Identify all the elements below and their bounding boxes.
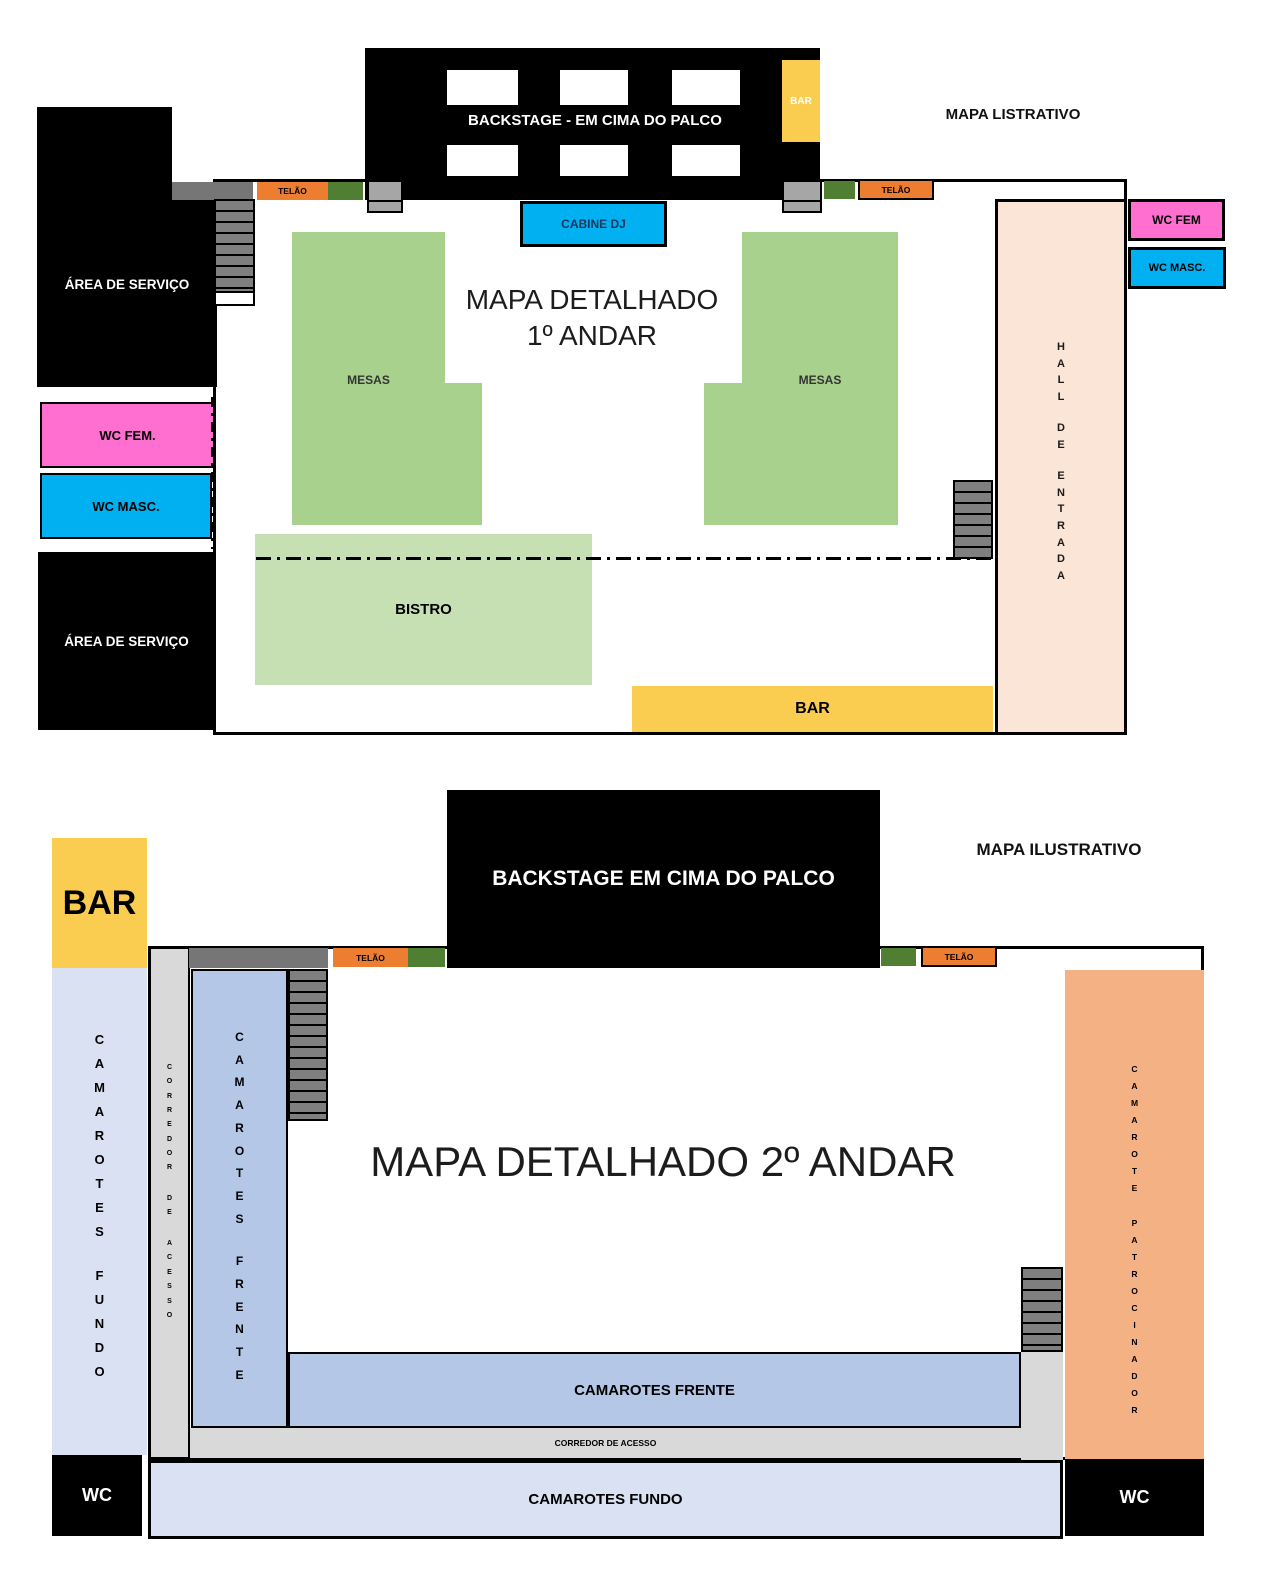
backstage-box-3: 3 [445, 143, 520, 178]
green-strip-right-map2 [881, 948, 916, 966]
map2-title: MAPA DETALHADO 2º ANDAR [370, 1138, 956, 1185]
mesas-right-label: MESAS [798, 373, 842, 387]
backstage-box-6: 6 [445, 68, 520, 107]
wc-fem-right [1128, 199, 1225, 241]
camarotes-fundo-side-label: C A M A R O T E S F U N D O [94, 1032, 105, 1379]
area-servico-top-label: ÁREA DE SERVIÇO [64, 277, 190, 292]
mesas-right-extension [704, 383, 742, 525]
speaker-box-right-lower [782, 200, 822, 213]
corredor-acesso-side-label: C O R R E D O R D E A C E S S O [166, 1064, 173, 1319]
cabine-dj [520, 201, 667, 247]
camarotes-fundo-side [52, 968, 147, 1455]
green-strip-right-map1 [824, 181, 855, 199]
map1-title-line2: 1º ANDAR [526, 320, 658, 351]
corredor-acesso-side [151, 949, 190, 1457]
corredor-acesso-bottom-label: CORREDOR DE ACESSO [554, 1438, 657, 1448]
camarotes-fundo-bottom [148, 1460, 1063, 1539]
backstage-box-5: 5 [558, 68, 630, 107]
wc-masc-right-label: WC MASC. [1148, 262, 1206, 274]
speaker-box-right [782, 180, 822, 202]
camarotes-frente-bottom-label: CAMAROTES FRENTE [574, 1381, 735, 1399]
telao-right-map2-label: TELÃO [944, 951, 974, 962]
backstage-box-4: 4 [670, 68, 742, 107]
camarotes-fundo-bottom-label: CAMAROTES FUNDO [528, 1491, 683, 1508]
wc-map2-right [1065, 1459, 1204, 1536]
backstage-box-1: 1 [670, 143, 742, 178]
camarote-patrocinador-label: C A M A R O T E P A T R O C I N A D O R [1130, 1064, 1139, 1416]
speaker-box-left-lower [367, 200, 403, 213]
map2-backstage-label: BACKSTAGE EM CIMA DO PALCO [492, 867, 835, 890]
speaker-box-left [367, 180, 403, 202]
bar-map2-label: BAR [62, 883, 137, 922]
mesas-left-label: MESAS [347, 373, 390, 387]
stage-landing-map2 [189, 948, 328, 968]
wc-map2-right-label: WC [1119, 1487, 1150, 1507]
wc-map2-left [52, 1455, 142, 1536]
stairs-map1-left [214, 199, 255, 293]
telao-left-map2 [333, 948, 408, 967]
telao-left-map1-label: TELÃO [278, 186, 307, 196]
telao-left-map1 [257, 182, 328, 200]
wc-masc-right [1128, 247, 1226, 289]
wc-fem-left [40, 402, 215, 468]
telao-right-map2 [921, 946, 997, 967]
map2-backstage [447, 790, 880, 968]
wc-fem-right-label: WC FEM [1152, 213, 1201, 227]
map1-divider-line [256, 557, 995, 560]
map1-backstage-label: BACKSTAGE - EM CIMA DO PALCO [468, 112, 722, 129]
stairs-map2-top [288, 969, 328, 1121]
hall-de-entrada-label: H A L L D E E N T R A D A [1057, 341, 1065, 582]
bar-map2 [52, 838, 147, 968]
wc-masc-left [40, 473, 212, 539]
camarotes-frente-side [191, 969, 288, 1428]
camarotes-frente-bottom [288, 1352, 1021, 1428]
stairs-map2-bottom [1021, 1267, 1063, 1352]
mesas-left-extension [445, 383, 482, 525]
area-servico-bottom-block [38, 552, 215, 730]
telao-left-map2-label: TELÃO [356, 952, 385, 963]
wc-fem-left-label: WC FEM. [99, 427, 156, 443]
bar-map1-bottom [632, 686, 993, 732]
map1-backstage [365, 48, 820, 200]
green-strip-left-map1 [328, 182, 363, 200]
telao-right-map1-label: TELÃO [881, 184, 911, 195]
map1-backstage-bar: BAR [782, 60, 820, 142]
camarotes-frente-side-label: C A M A R O T E S F R E N T E [234, 1030, 245, 1382]
wc-map2-left-label: WC [82, 1485, 112, 1505]
map1-title-line1: MAPA DETALHADO [465, 284, 719, 315]
hall-de-entrada [995, 199, 1127, 735]
map1-dashed-wall [211, 397, 214, 549]
map1-note: MAPA LISTRATIVO [945, 106, 1081, 123]
green-strip-left-map2 [408, 948, 445, 967]
area-servico-bottom-label: ÁREA DE SERVIÇO [64, 633, 189, 649]
map2-note: MAPA ILUSTRATIVO [976, 840, 1142, 859]
bar-map1-bottom-label: BAR [795, 700, 830, 717]
wc-masc-left-label: WC MASC. [92, 498, 160, 514]
camarote-patrocinador [1065, 970, 1204, 1459]
bistro-label: BISTRO [395, 601, 452, 618]
telao-right-map1 [858, 179, 934, 200]
stage-landing-left [172, 182, 253, 200]
backstage-box-2: 2 [558, 143, 630, 178]
stairs-map1-left-landing [214, 293, 255, 306]
area-servico-top-block-b [37, 182, 217, 387]
corridor-patch-right [1021, 1352, 1063, 1460]
corredor-acesso-bottom [190, 1428, 1021, 1458]
stairs-map1-right [953, 480, 993, 559]
cabine-dj-label: CABINE DJ [561, 217, 626, 231]
area-servico-top-block-a [37, 107, 172, 187]
